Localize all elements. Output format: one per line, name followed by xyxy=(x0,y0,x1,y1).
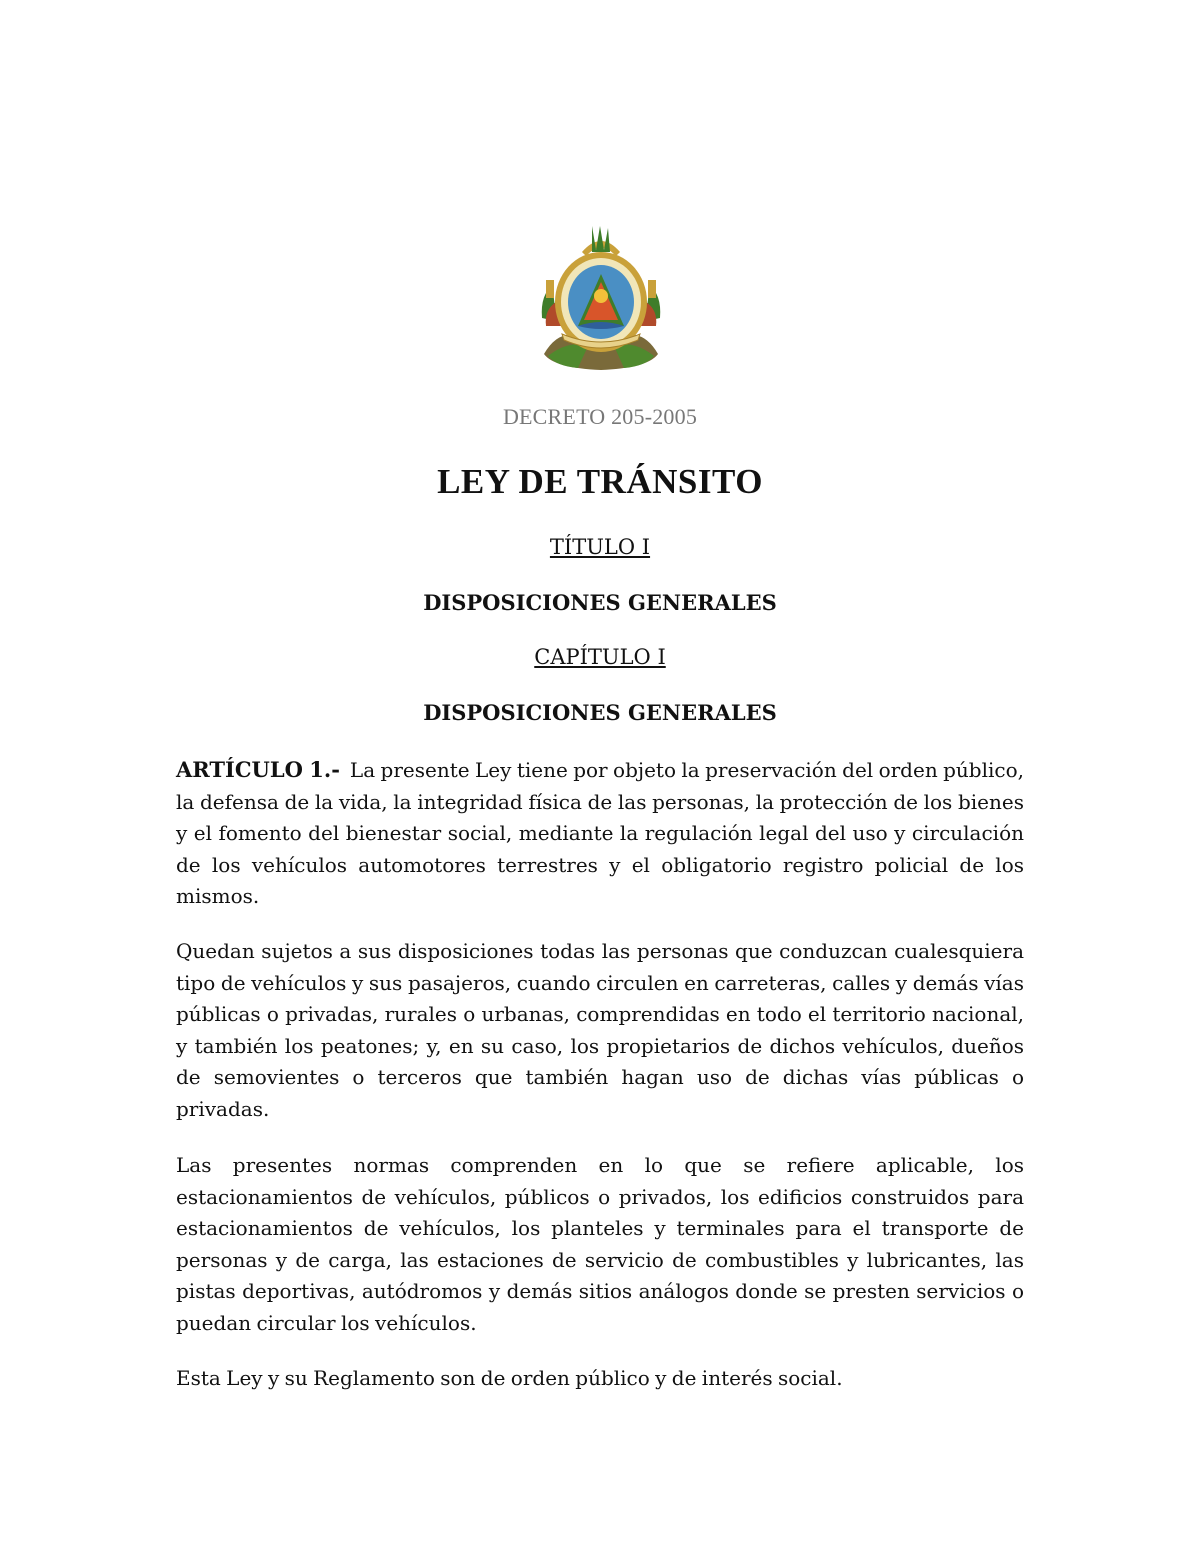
capitulo-heading xyxy=(0,645,1200,669)
paragraph: Quedan sujetos a sus disposiciones todas las personas que conduzcan cualesquiera tipo de vehículos y sus pasajeros, cuando circulen en carreteras, calles y demás vías públicas o privadas, rurales o urbanas, comprendidas en todo el territorio nacional, y también los peatones; y, en su caso, los propietarios de dichos vehículos, dueños de semovientes o terceros que también hagan uso de dichas vías públicas o privadas. xyxy=(176,939,1024,1121)
paragraph: Las presentes normas comprenden en lo que se refiere aplicable, los estacionamientos de vehículos, públicos o privados, los edificios construidos para estacionamientos de vehículos, los planteles y terminales para el transporte de personas y de carga, las estaciones de servicio de combustibles y lubricantes, las pistas deportivas, autódromos y demás sitios análogos donde se presten servicios o puedan circular los vehículos. xyxy=(176,1153,1024,1335)
titulo-heading xyxy=(0,535,1200,559)
article-1-paragraph xyxy=(176,754,1024,913)
paragraph: Esta Ley y su Reglamento son de orden público y de interés social. xyxy=(176,1366,843,1390)
capitulo-subheading: DISPOSICIONES GENERALES xyxy=(423,700,777,725)
decree-number: DECRETO 205-2005 xyxy=(502,404,698,429)
titulo-subheading: DISPOSICIONES GENERALES xyxy=(423,590,777,615)
article-label: ARTÍCULO 1.- xyxy=(176,757,340,782)
capitulo-label: CAPÍTULO I xyxy=(534,645,666,669)
titulo-label: TÍTULO I xyxy=(549,535,651,559)
paragraph-text: La presente Ley tiene por objeto la preservación del orden público, la defensa de la vida, la integridad física de las personas, la protección de los bienes y el fomento del bienestar social, mediante la regulación legal del uso y circulación de los vehículos automotores terrestres y el obligatorio registro policial de los mismos. xyxy=(176,758,1024,908)
coat-of-arms-icon xyxy=(538,222,664,372)
law-title: LEY DE TRÁNSITO xyxy=(437,462,763,501)
